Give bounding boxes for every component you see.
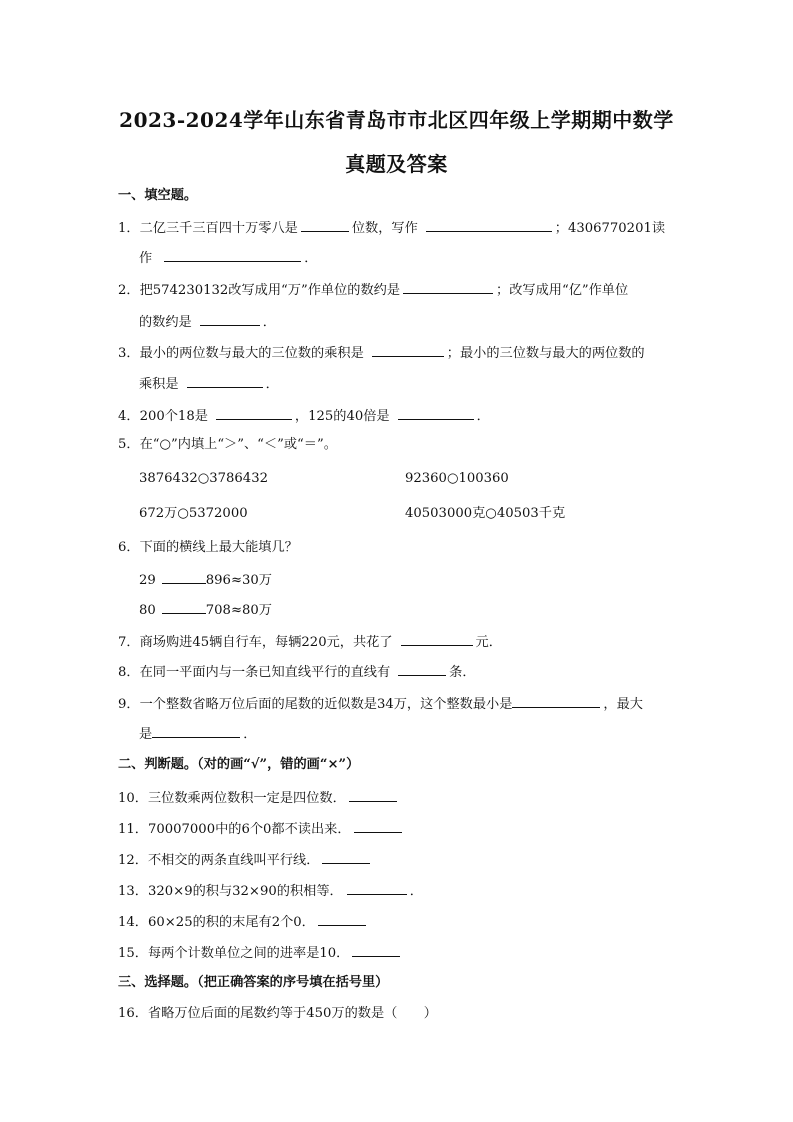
q12-blank[interactable] xyxy=(322,850,370,864)
q1-text-c: ；4306770201读 xyxy=(554,221,666,236)
q4-blank-1[interactable] xyxy=(216,406,292,420)
q2-text-a: 2．把574230132改写成用“万”作单位的数约是 xyxy=(118,283,401,298)
q6-item-1-suffix: 896≈30万 xyxy=(205,573,272,588)
q15-blank[interactable] xyxy=(352,943,400,957)
q9-text-a: 9．一个整数省略万位后面的尾数的近似数是34万，这个整数最小是 xyxy=(118,697,513,712)
q9-text-c: 是 xyxy=(139,727,153,742)
q14-text: 14．60×25的积的末尾有2个0． xyxy=(118,915,315,930)
q13-text-b: ． xyxy=(409,884,423,899)
q7-blank[interactable] xyxy=(401,632,473,646)
q14-blank[interactable] xyxy=(318,912,366,926)
q7-text-b: 元． xyxy=(475,635,502,650)
q3-text-b: ；最小的三位数与最大的两位数的 xyxy=(446,346,645,361)
q3-text-c: 乘积是 xyxy=(139,377,179,392)
q3-text-d: ． xyxy=(265,377,279,392)
q1-text-a: 1．二亿三千三百四十万零八是 xyxy=(118,221,298,236)
q6-item-1-prefix: 29 xyxy=(139,573,156,588)
q10-blank[interactable] xyxy=(349,788,397,802)
q3-blank-1[interactable] xyxy=(372,343,444,357)
question-2-cont xyxy=(139,312,276,332)
q2-text-b: ；改写成用“亿”作单位 xyxy=(496,283,629,298)
q8-text-b: 条． xyxy=(449,665,476,680)
q5-compare-2: 92360○100360 xyxy=(405,471,509,486)
q11-blank[interactable] xyxy=(354,819,402,833)
q4-text-a: 4．200个18是 xyxy=(118,409,208,424)
q2-text-c: 的数约是 xyxy=(139,315,192,330)
q1-blank-3[interactable] xyxy=(164,248,301,262)
question-1 xyxy=(118,218,665,238)
question-2 xyxy=(118,280,628,300)
question-5: 5．在“○”内填上“＞”、“＜”或“＝”。 xyxy=(118,437,337,452)
question-3-cont xyxy=(139,374,279,394)
question-4 xyxy=(118,406,490,426)
q6-item-1 xyxy=(139,570,272,590)
q12-text: 12．不相交的两条直线叫平行线． xyxy=(118,853,320,868)
q6-item-2 xyxy=(139,600,272,620)
question-3 xyxy=(118,343,645,363)
question-13 xyxy=(118,881,423,901)
question-15 xyxy=(118,943,403,963)
q4-text-c: ． xyxy=(476,409,490,424)
q6-item-2-suffix: 708≈80万 xyxy=(205,603,272,618)
question-12 xyxy=(118,850,373,870)
document-title-line2: 真题及答案 xyxy=(345,152,448,176)
q7-text-a: 7．商场购进45辆自行车，每辆220元，共花了 xyxy=(118,635,393,650)
q3-blank-2[interactable] xyxy=(187,374,263,388)
q9-blank-1[interactable] xyxy=(512,694,600,708)
q9-text-d: ． xyxy=(243,727,257,742)
question-14 xyxy=(118,912,369,932)
q13-text-a: 13．320×9的积与32×90的积相等． xyxy=(118,884,343,899)
q9-text-b: ，最大 xyxy=(603,697,643,712)
q2-blank-2[interactable] xyxy=(200,312,260,326)
question-1-cont xyxy=(139,248,317,268)
section-heading-fill-in: 一、填空题。 xyxy=(118,188,198,203)
q1-text-b: 位数，写作 xyxy=(351,221,418,236)
q1-text-d: 作 xyxy=(139,251,153,266)
q11-text: 11．70007000中的6个0都不读出来． xyxy=(118,822,351,837)
q1-blank-1[interactable] xyxy=(301,218,349,232)
q2-blank-1[interactable] xyxy=(403,280,493,294)
q4-text-b: ，125的40倍是 xyxy=(294,409,390,424)
q15-text: 15．每两个计数单位之间的进率是10． xyxy=(118,946,350,961)
q13-blank[interactable] xyxy=(347,881,407,895)
question-9 xyxy=(118,694,643,714)
q2-text-d: ． xyxy=(262,315,276,330)
question-10 xyxy=(118,788,400,808)
q5-compare-1: 3876432○3786432 xyxy=(139,471,268,486)
q1-blank-2[interactable] xyxy=(426,218,552,232)
section-heading-multiple-choice: 三、选择题。（把正确答案的序号填在括号里） xyxy=(118,975,389,990)
q5-compare-4: 40503000克○40503千克 xyxy=(405,506,566,521)
question-9-cont xyxy=(139,724,256,744)
q5-compare-3: 672万○5372000 xyxy=(139,506,248,521)
q6-item-2-prefix: 80 xyxy=(139,603,156,618)
q10-text: 10．三位数乘两位数积一定是四位数． xyxy=(118,791,346,806)
q6-blank-1[interactable] xyxy=(162,570,206,584)
document-title-line1: 2023-2024学年山东省青岛市市北区四年级上学期期中数学 xyxy=(119,108,674,132)
q8-text-a: 8．在同一平面内与一条已知直线平行的直线有 xyxy=(118,665,391,680)
question-8 xyxy=(118,662,476,682)
question-11 xyxy=(118,819,405,839)
section-heading-true-false: 二、判断题。（对的画“√”，错的画“×”） xyxy=(118,757,360,772)
question-6: 6．下面的横线上最大能填几？ xyxy=(118,540,298,555)
question-16: 16．省略万位后面的尾数约等于450万的数是（ ） xyxy=(118,1006,437,1021)
q3-text-a: 3．最小的两位数与最大的三位数的乘积是 xyxy=(118,346,364,361)
q4-blank-2[interactable] xyxy=(398,406,474,420)
q1-text-e: ． xyxy=(304,251,318,266)
q8-blank[interactable] xyxy=(398,662,446,676)
q9-blank-2[interactable] xyxy=(152,724,240,738)
question-7 xyxy=(118,632,502,652)
q6-blank-2[interactable] xyxy=(162,600,206,614)
